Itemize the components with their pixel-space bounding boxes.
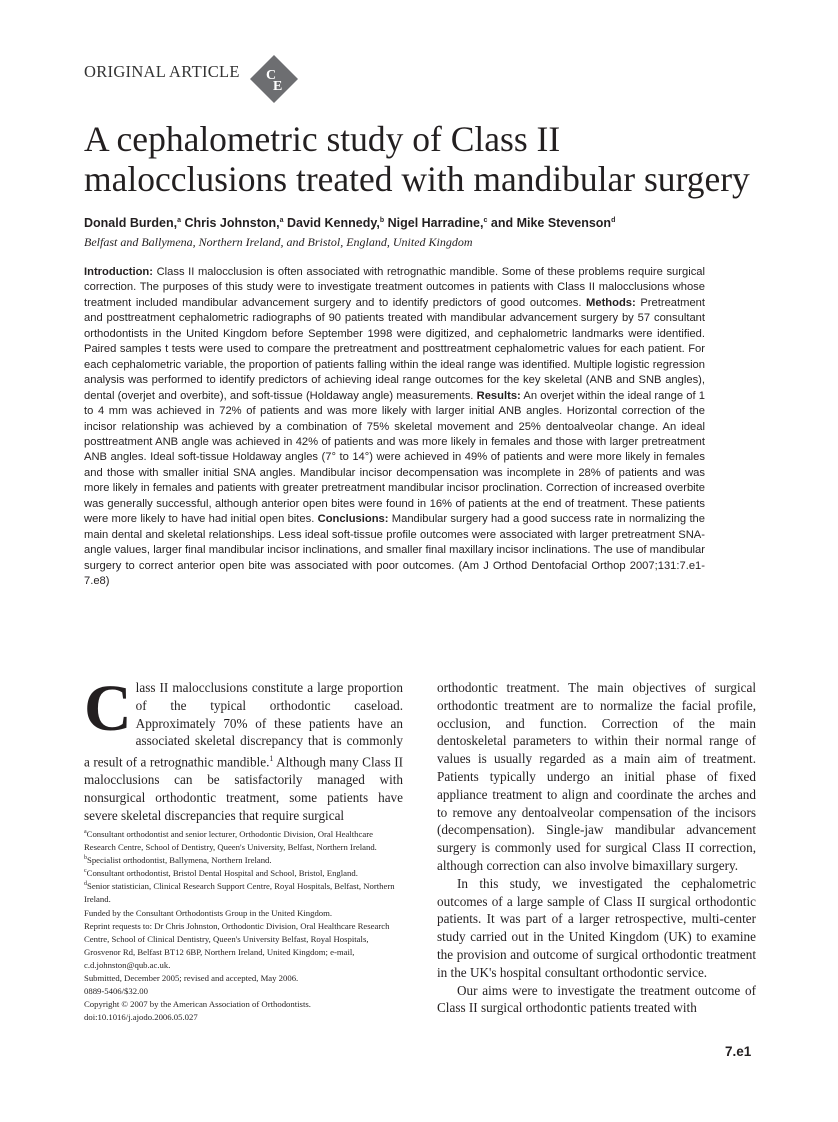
section-label: ORIGINAL ARTICLE [84, 62, 240, 81]
abstract-introduction-text: Class II malocclusion is often associated with retrognathic mandible. Some of these problems require surgical correction. The purposes of this study were to investigate treatment outcomes in patients with Class II malocclusions whose treatment included mandibular advancement surgery and to identify predictors of good outcomes. [84, 266, 705, 309]
author-affiliation-mark: a [177, 216, 181, 224]
author-name: Donald Burden, [84, 216, 178, 230]
article-title [84, 119, 784, 199]
body-text: lass II malocclusions constitute a large proportion of the typical orthodontic caseload. Approximately 70% of these patients have an associated skeletal discrepancy that is commonly a result of a retrognathic mandible. [84, 680, 403, 770]
author-affiliation-locations: Belfast and Ballymena, Northern Ireland, and Bristol, England, United Kingdom [84, 235, 473, 249]
footnote-affiliation-b [84, 854, 404, 867]
reference-mark: 1 [269, 754, 274, 764]
footnote-text: Consultant orthodontist, Bristol Dental Hospital and School, Bristol, England. [86, 868, 358, 879]
footnote-funding: Funded by the Consultant Orthodontists Group in the United Kingdom. [84, 907, 333, 918]
author-affiliation-mark: d [611, 216, 616, 224]
drop-cap: C [84, 672, 132, 745]
body-column-left [84, 672, 403, 825]
footnote-submitted: Submitted, December 2005; revised and accepted, May 2006. [84, 973, 299, 984]
abstract-introduction-heading: Introduction: [84, 266, 153, 278]
footnote-text: Consultant orthodontist and senior lecturer, Orthodontic Division, Oral Healthcare Research Centre, School of Dentistry, Queen's University, Belfast, Northern Ireland. [84, 829, 377, 853]
footnote-affiliation-a [84, 828, 404, 854]
footnote-doi: doi:10.1016/j.ajodo.2006.05.027 [84, 1012, 198, 1023]
footnote-reprints: Reprint requests to: Dr Chris Johnston, Orthodontic Division, Oral Healthcare Research Centre, School of Clinical Dentistry, Queen's University Belfast, Royal Hospitals, Grosvenor Rd, Belfast BT12 6BP, Northern Ireland, United Kingdom; e-mail, c.d.johnston@qub.ac.uk. [84, 920, 390, 970]
abstract-methods-text: Pretreatment and posttreatment cephalometric radiographs of 90 patients treated with mandibular advancement surgery by 57 consultant orthodontists in the United Kingdom before September 1998 were digitized, and cephalometric landmarks were identified. Paired samples t tests were used to compare the pretreatment and posttreatment cephalometric values for each patient. For each cephalometric variable, the proportion of patients falling within the ideal range was identified. Multiple logistic regression analysis was performed to identify predictors of achieving ideal range outcomes for the key skeletal (ANB and SNB angles), dental (overjet and overbite), and soft-tissue (Holdaway angle) measurements. [84, 296, 705, 402]
footnote-mark: a [84, 829, 87, 836]
body-paragraph: Our aims were to investigate the treatment outcome of Class II surgical orthodontic patients treated with [437, 982, 756, 1016]
abstract-conclusions-text: Mandibular surgery had a good success rate in normalizing the main dental and skeletal relationships. Less ideal soft-tissue profile outcomes were associated with larger pretreatment SNA-angle values, larger final mandibular incisor inclinations, and smaller final maxillary incisor inclinations. The use of mandibular surgery to correct anterior open bite was associated with poor outcomes. (Am J Orthod Dentofacial Orthop 2007;131:7.e1-7.e8) [84, 513, 705, 588]
abstract-results-text: An overjet within the ideal range of 1 to 4 mm was achieved in 72% of patients and was more likely with larger initial ANB angles. Horizontal correction of the incisor relationship was achieved by a combination of 75% skeletal movement and 25% dentoalveolar change. An ideal posttreatment ANB angle was achieved in 42% of patients and was more likely in females and those with larger pretreatment ANB angles. Ideal soft-tissue Holdaway angles (7° to 14°) were achieved in 49% of patients and were more likely in females and those with smaller initial SNA angles. Mandibular incisor decompensation was incomplete in 28% of patients and was more likely in females and patients with greater pretreatment mandibular incisor proclination. Correction of increased overbite was generally successful, although anterior open bites were found in 16% of patients at the end of treatment. These patients were more likely to have had initial open bites. [84, 389, 705, 526]
footnote-affiliation-c [84, 867, 404, 880]
footnote-issn: 0889-5406/$32.00 [84, 986, 148, 997]
author-affiliation-mark: b [379, 216, 385, 224]
abstract-results-heading: Results: [476, 389, 521, 402]
badge-letter-e: E [273, 79, 283, 94]
footnotes [84, 828, 404, 1024]
author-list [84, 216, 615, 230]
body-column-right [437, 679, 756, 1017]
ce-continuing-education-badge [249, 54, 299, 104]
title-line-1: A cephalometric study of Class II [84, 119, 561, 159]
footnote-mark: c [84, 868, 87, 875]
title-line-2: malocclusions treated with mandibular surgery [84, 159, 750, 199]
footnote-text: Specialist orthodontist, Ballymena, Northern Ireland. [87, 855, 272, 866]
body-paragraph: In this study, we investigated the cephalometric outcomes of a large sample of Class II surgical orthodontic patients. It was part of a larger retrospective, multi-center study carried out in the United Kingdom (UK) to examine the provision and outcome of surgical orthodontic treatment in the UK's hospital consultant orthodontic service. [437, 875, 756, 980]
body-paragraph: orthodontic treatment. The main objectives of surgical orthodontic treatment are to normalize the facial profile, occlusion, and function. Correction of the main dentoskeletal parameters to within their normal range of values is usually regarded as a main aim of treatment. Patients typically undergo an initial phase of fixed appliance treatment to align and coordinate the arches and to remove any dentoalveolar compensation of the incisors (decompensation). Single-jaw mandibular advancement surgery is commonly used for surgical Class II correction, although correction can also involve bimaxillary surgery. [437, 680, 756, 873]
author-name: David Kennedy, [287, 216, 380, 230]
author-name: Nigel Harradine, [387, 216, 484, 230]
abstract-conclusions-heading: Conclusions: [317, 513, 389, 526]
footnote-mark: b [84, 855, 87, 862]
author-name: and Mike Stevenson [490, 216, 612, 230]
body-paragraph [84, 672, 403, 825]
footnote-mark: d [84, 881, 87, 888]
page-number: 7.e1 [725, 1044, 752, 1059]
author-name: Chris Johnston, [184, 216, 280, 230]
footnote-affiliation-d [84, 880, 404, 906]
footnote-text: Senior statistician, Clinical Research Support Centre, Royal Hospitals, Belfast, Northern Ireland. [84, 881, 395, 905]
footnote-copyright: Copyright © 2007 by the American Association of Orthodontists. [84, 999, 311, 1010]
author-affiliation-mark: a [279, 216, 284, 224]
author-affiliation-mark: c [483, 216, 488, 224]
abstract-methods-heading: Methods: [586, 296, 636, 309]
body-text: Although many Class II malocclusions can be satisfactorily managed with nonsurgical orthodontic treatment, some patients have severe skeletal discrepancies that require surgical [84, 754, 403, 823]
badge-letter-c: C [266, 68, 277, 83]
structured-abstract [84, 265, 705, 590]
